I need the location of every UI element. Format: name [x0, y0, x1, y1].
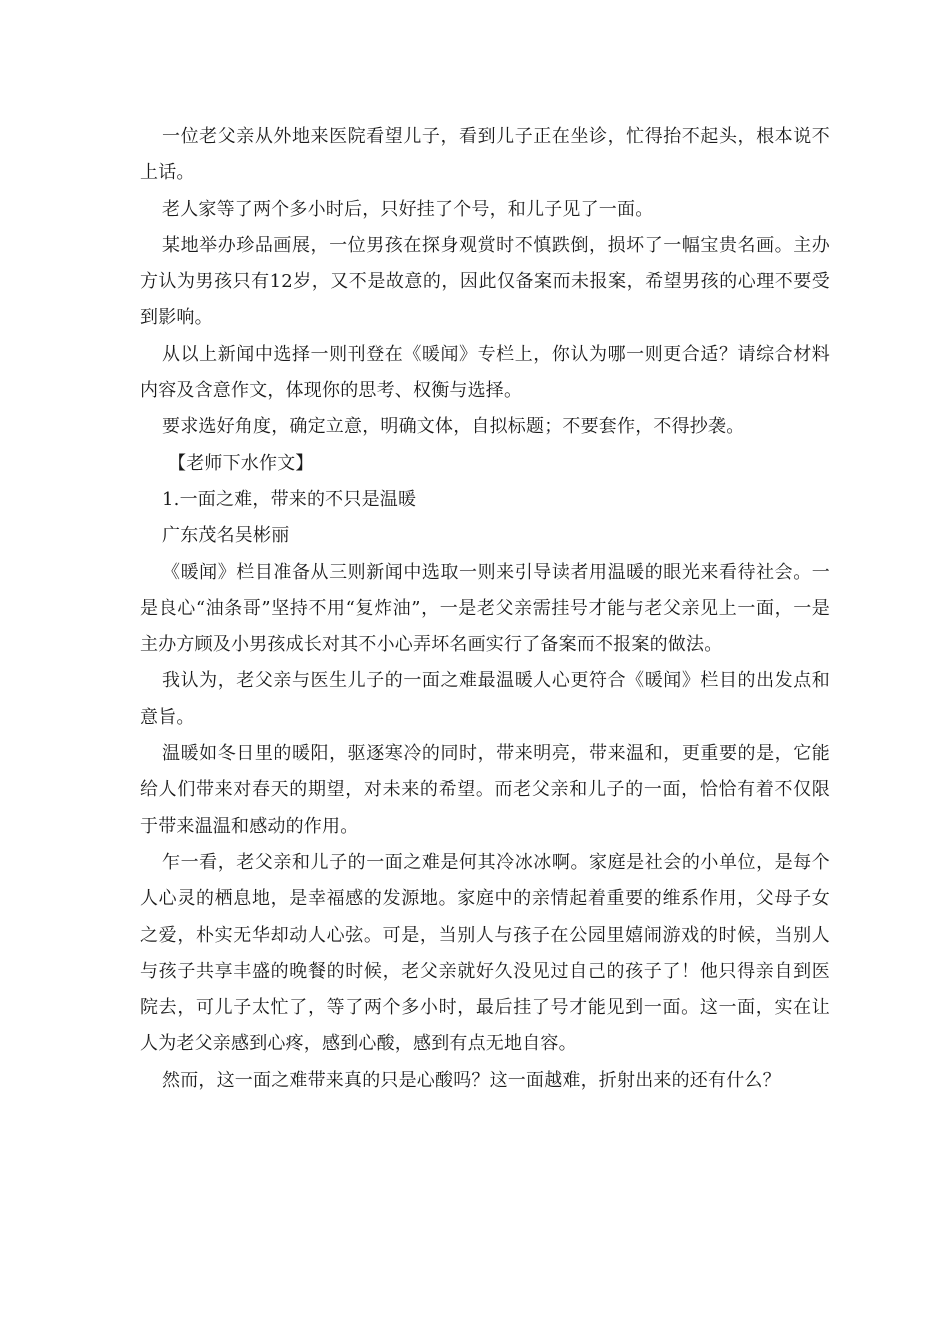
prompt-paragraph-3: 某地举办珍品画展，一位男孩在探身观赏时不慎跌倒，损坏了一幅宝贵名画。主办方认为男孩只有12岁，又不是故意的，因此仅备案而未报案，希望男孩的心理不要受到影响。 — [140, 234, 830, 329]
essay-paragraph-5: 然而，这一面之难带来真的只是心酸吗？这一面越难，折射出来的还有什么？ — [162, 1069, 781, 1091]
document-body — [140, 119, 830, 1099]
essay-paragraph-1: 《暖闻》栏目准备从三则新闻中选取一则来引导读者用温暖的眼光来看待社会。一是良心“油条哥”坚持不用“复炸油”，一是老父亲需挂号才能与老父亲见上一面，一是主办方顾及小男孩成长对其不小心弄坏名画实行了备案而不报案的做法。 — [140, 561, 830, 656]
essay-author: 广东茂名吴彬丽 — [162, 525, 290, 547]
essay-paragraph-3: 温暖如冬日里的暖阳，驱逐寒冷的同时，带来明亮，带来温和，更重要的是，它能给人们带来对春天的期望，对未来的希望。而老父亲和儿子的一面，恰恰有着不仅限于带来温温和感动的作用。 — [140, 743, 830, 837]
prompt-paragraph-1: 一位老父亲从外地来医院看望儿子，看到儿子正在坐诊，忙得抬不起头，根本说不上话。 — [140, 126, 830, 184]
prompt-paragraph-5: 要求选好角度，确定立意，明确文体，自拟标题；不要套作，不得抄袭。 — [162, 416, 745, 438]
prompt-paragraph-4: 从以上新闻中选择一则刊登在《暖闻》专栏上，你认为哪一则更合适？请综合材料内容及含意作文，体现你的思考、权衡与选择。 — [140, 343, 830, 402]
prompt-paragraph-2: 老人家等了两个多小时后，只好挂了个号，和儿子见了一面。 — [162, 198, 654, 220]
essay-paragraph-2: 我认为，老父亲与医生儿子的一面之难最温暖人心更符合《暖闻》栏目的出发点和意旨。 — [140, 670, 830, 728]
essay-title: 1.一面之难，带来的不只是温暖 — [162, 488, 417, 510]
essay-paragraph-4: 乍一看，老父亲和儿子的一面之难是何其冷冰冰啊。家庭是社会的小单位，是每个人心灵的栖息地，是幸福感的发源地。家庭中的亲情起着重要的维系作用，父母子女之爱，朴实无华却动人心弦。可是，当别人与孩子在公园里嬉闹游戏的时候，当别人与孩子共享丰盛的晚餐的时候，老父亲就好久没见过自己的孩子了！他只得亲自到医院去，可儿子太忙了，等了两个多小时，最后挂了号才能见到一面。这一面，实在让人为老父亲感到心疼，感到心酸，感到有点无地自容。 — [140, 851, 830, 1055]
section-heading: 【老师下水作文】 — [168, 452, 314, 474]
